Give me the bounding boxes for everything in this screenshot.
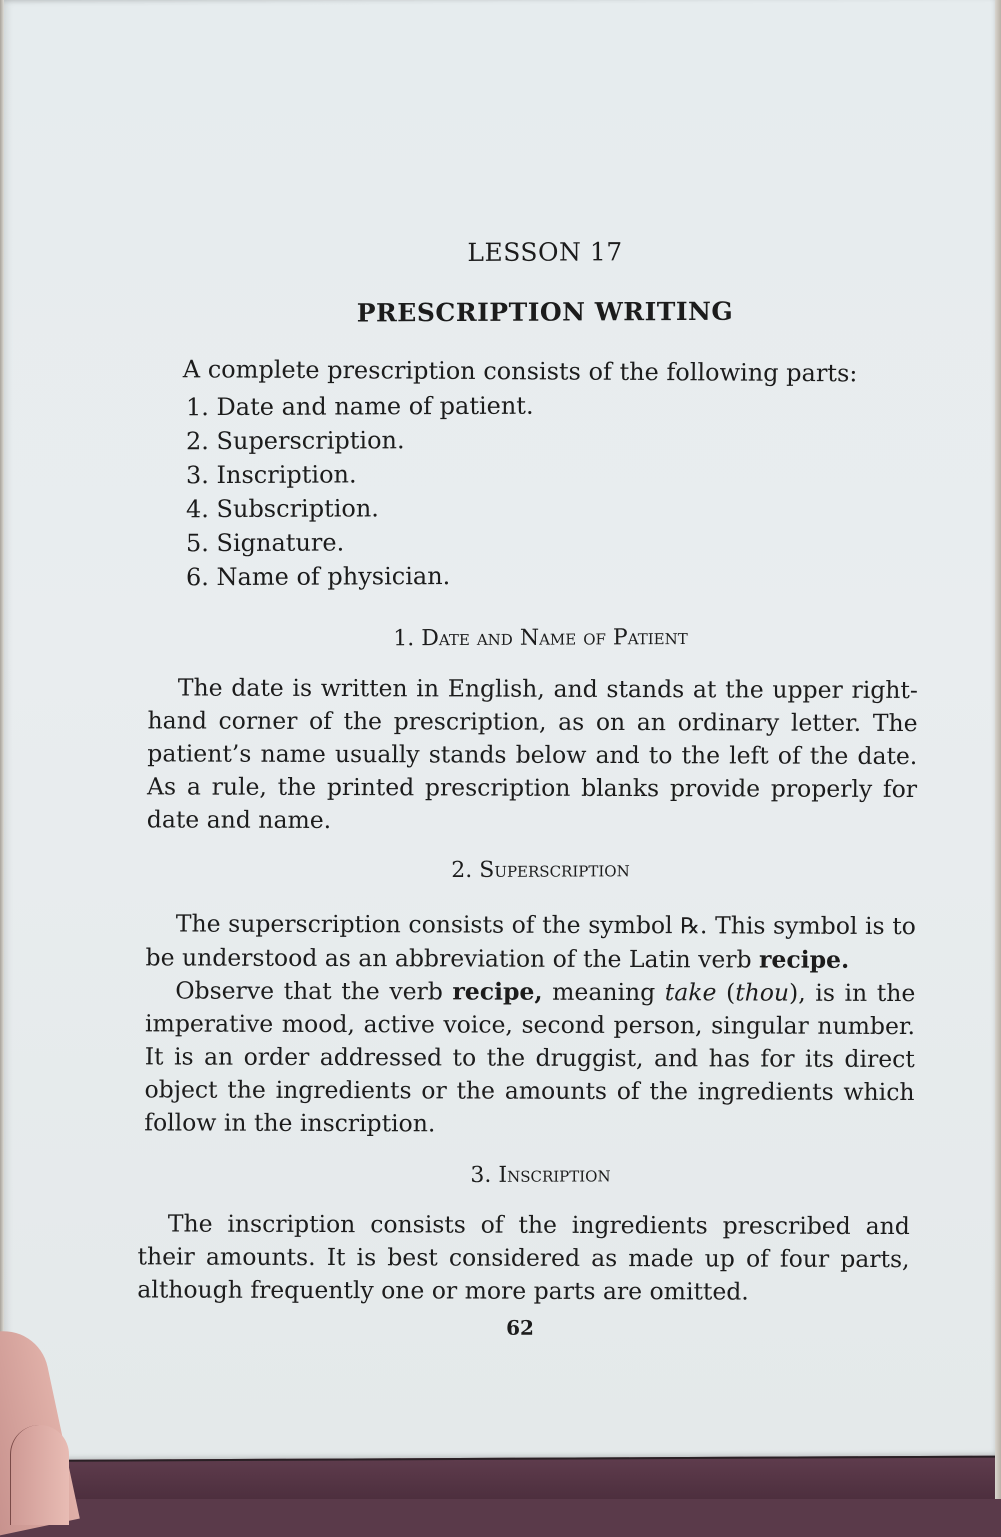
list-item: 3. Inscription. bbox=[186, 460, 357, 490]
section-heading-date-name: 1. Date and Name of Patient bbox=[393, 624, 688, 652]
paragraph-text: The date is written in English, and stands at the upper right-hand corner of the prescription, as on an ordinary letter. The patient’s name usually stands below and to the left of the date. As a rule, the printed prescription blanks provide properly for date and name. bbox=[146, 673, 918, 834]
rx-symbol: ℞ bbox=[680, 914, 701, 940]
list-item: 2. Superscription. bbox=[186, 426, 405, 456]
intro-sentence: A complete prescription consists of the following parts: bbox=[182, 355, 858, 388]
list-item: 1. Date and name of patient. bbox=[186, 391, 534, 422]
page-edge-right bbox=[995, 0, 1001, 1499]
paragraph-text: Observe that the verb recipe, meaning take (thou), is in the imperative mood, active voice, second person, singular number. It is an order addressed to the druggist, and has for its direct object the ingredients or the amounts of the ingredients which follow in the inscription. bbox=[144, 976, 916, 1138]
section-heading-inscription: 3. Inscription bbox=[470, 1162, 611, 1188]
list-item: 4. Subscription. bbox=[186, 494, 379, 524]
page-edge-left bbox=[0, 0, 4, 1440]
list-item: 5. Signature. bbox=[186, 528, 345, 558]
finger bbox=[10, 1425, 69, 1525]
section-paragraph bbox=[137, 1207, 910, 1309]
chapter-title: PRESCRIPTION WRITING bbox=[356, 296, 734, 328]
parts-list bbox=[186, 389, 534, 595]
page-number: 62 bbox=[506, 1315, 534, 1340]
paragraph-text: The superscription consists of the symbol ℞. This symbol is to be understood as an abbreviation of the Latin verb recipe. bbox=[145, 909, 916, 974]
list-item: 6. Name of physician. bbox=[186, 562, 451, 592]
section-heading-superscription: 2. Superscription bbox=[451, 857, 630, 884]
paragraph-text: The inscription consists of the ingredients prescribed and their amounts. It is best considered as made up of four parts, although frequently one or more parts are omitted. bbox=[137, 1209, 910, 1306]
section-paragraph bbox=[144, 907, 916, 1142]
lesson-heading: LESSON 17 bbox=[467, 237, 623, 267]
section-paragraph bbox=[147, 671, 918, 839]
